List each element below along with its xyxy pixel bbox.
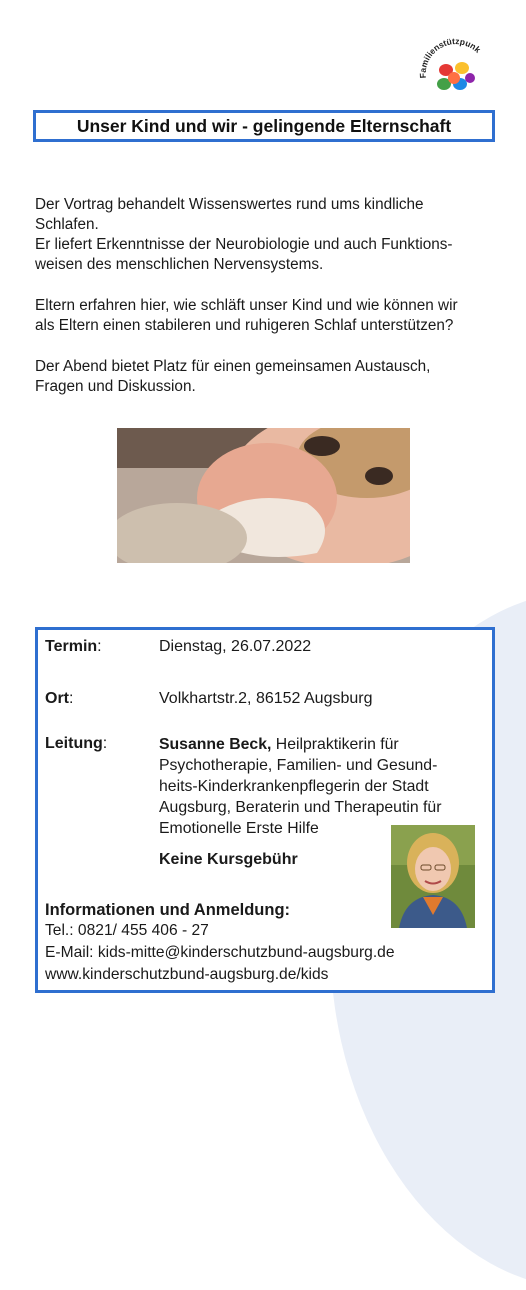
logo-graphic [414, 34, 494, 102]
fee-note: Keine Kursgebühr [159, 851, 298, 868]
text-line: Emotionelle Erste Hilfe [159, 820, 319, 837]
text-line: Schlafen. [35, 216, 99, 233]
event-details-box [35, 627, 495, 993]
child-photo [117, 428, 410, 563]
termin-value: Dienstag, 26.07.2022 [159, 638, 312, 655]
paragraph-parents [35, 296, 493, 336]
termin-label [45, 637, 102, 657]
text-line: Fragen und Diskussion. [35, 378, 196, 395]
colored-hands-icon [437, 62, 475, 90]
text-line: Er liefert Erkenntnisse der Neurobiologie und auch Funktions- [35, 236, 453, 253]
page-title: Unser Kind und wir - gelingende Elternschaft [76, 116, 452, 136]
leitung-label [45, 734, 107, 754]
title-box [33, 110, 495, 142]
familienstuetzpunkt-logo [414, 34, 494, 102]
text-line: Eltern erfahren hier, wie schläft unser Kind und wie können wir [35, 297, 458, 314]
text-line: heits-Kinderkrankenpflegerin der Stadt [159, 778, 429, 795]
ort-label-text: Ort [45, 690, 69, 707]
paragraph-intro [35, 195, 493, 275]
text-line: Der Abend bietet Platz für einen gemeinsamen Austausch, [35, 358, 431, 375]
contact-website[interactable]: www.kinderschutzbund-augsburg.de/kids [45, 966, 329, 983]
leader-portrait [391, 825, 475, 928]
label-colon: : [102, 735, 108, 752]
text-line: Heilpraktikerin für [275, 736, 399, 753]
leitung-description [159, 734, 489, 839]
paragraph-evening [35, 357, 493, 397]
leader-name: Susanne Beck, [159, 736, 272, 753]
text-line: Augsburg, Beraterin und Therapeutin für [159, 799, 442, 816]
text-line: Psychotherapie, Familien- und Gesund- [159, 757, 438, 774]
text-line: Der Vortrag behandelt Wissenswertes rund ums kindliche [35, 196, 424, 213]
contact-email[interactable]: E-Mail: kids-mitte@kinderschutzbund-augsburg.de [45, 944, 395, 961]
contact-heading: Informationen und Anmeldung: [45, 901, 291, 919]
text-line: weisen des menschlichen Nervensystems. [35, 256, 324, 273]
label-colon: : [69, 690, 74, 707]
label-colon: : [97, 638, 102, 655]
ort-value: Volkhartstr.2, 86152 Augsburg [159, 690, 373, 707]
ort-label [45, 689, 73, 709]
termin-label-text: Termin [45, 638, 98, 655]
logo-text: Familienstützpunk [417, 36, 483, 79]
text-line: als Eltern einen stabileren und ruhigeren Schlaf unterstützen? [35, 317, 454, 334]
leitung-label-text: Leitung [45, 735, 103, 752]
contact-phone: Tel.: 0821/ 455 406 - 27 [45, 922, 209, 939]
